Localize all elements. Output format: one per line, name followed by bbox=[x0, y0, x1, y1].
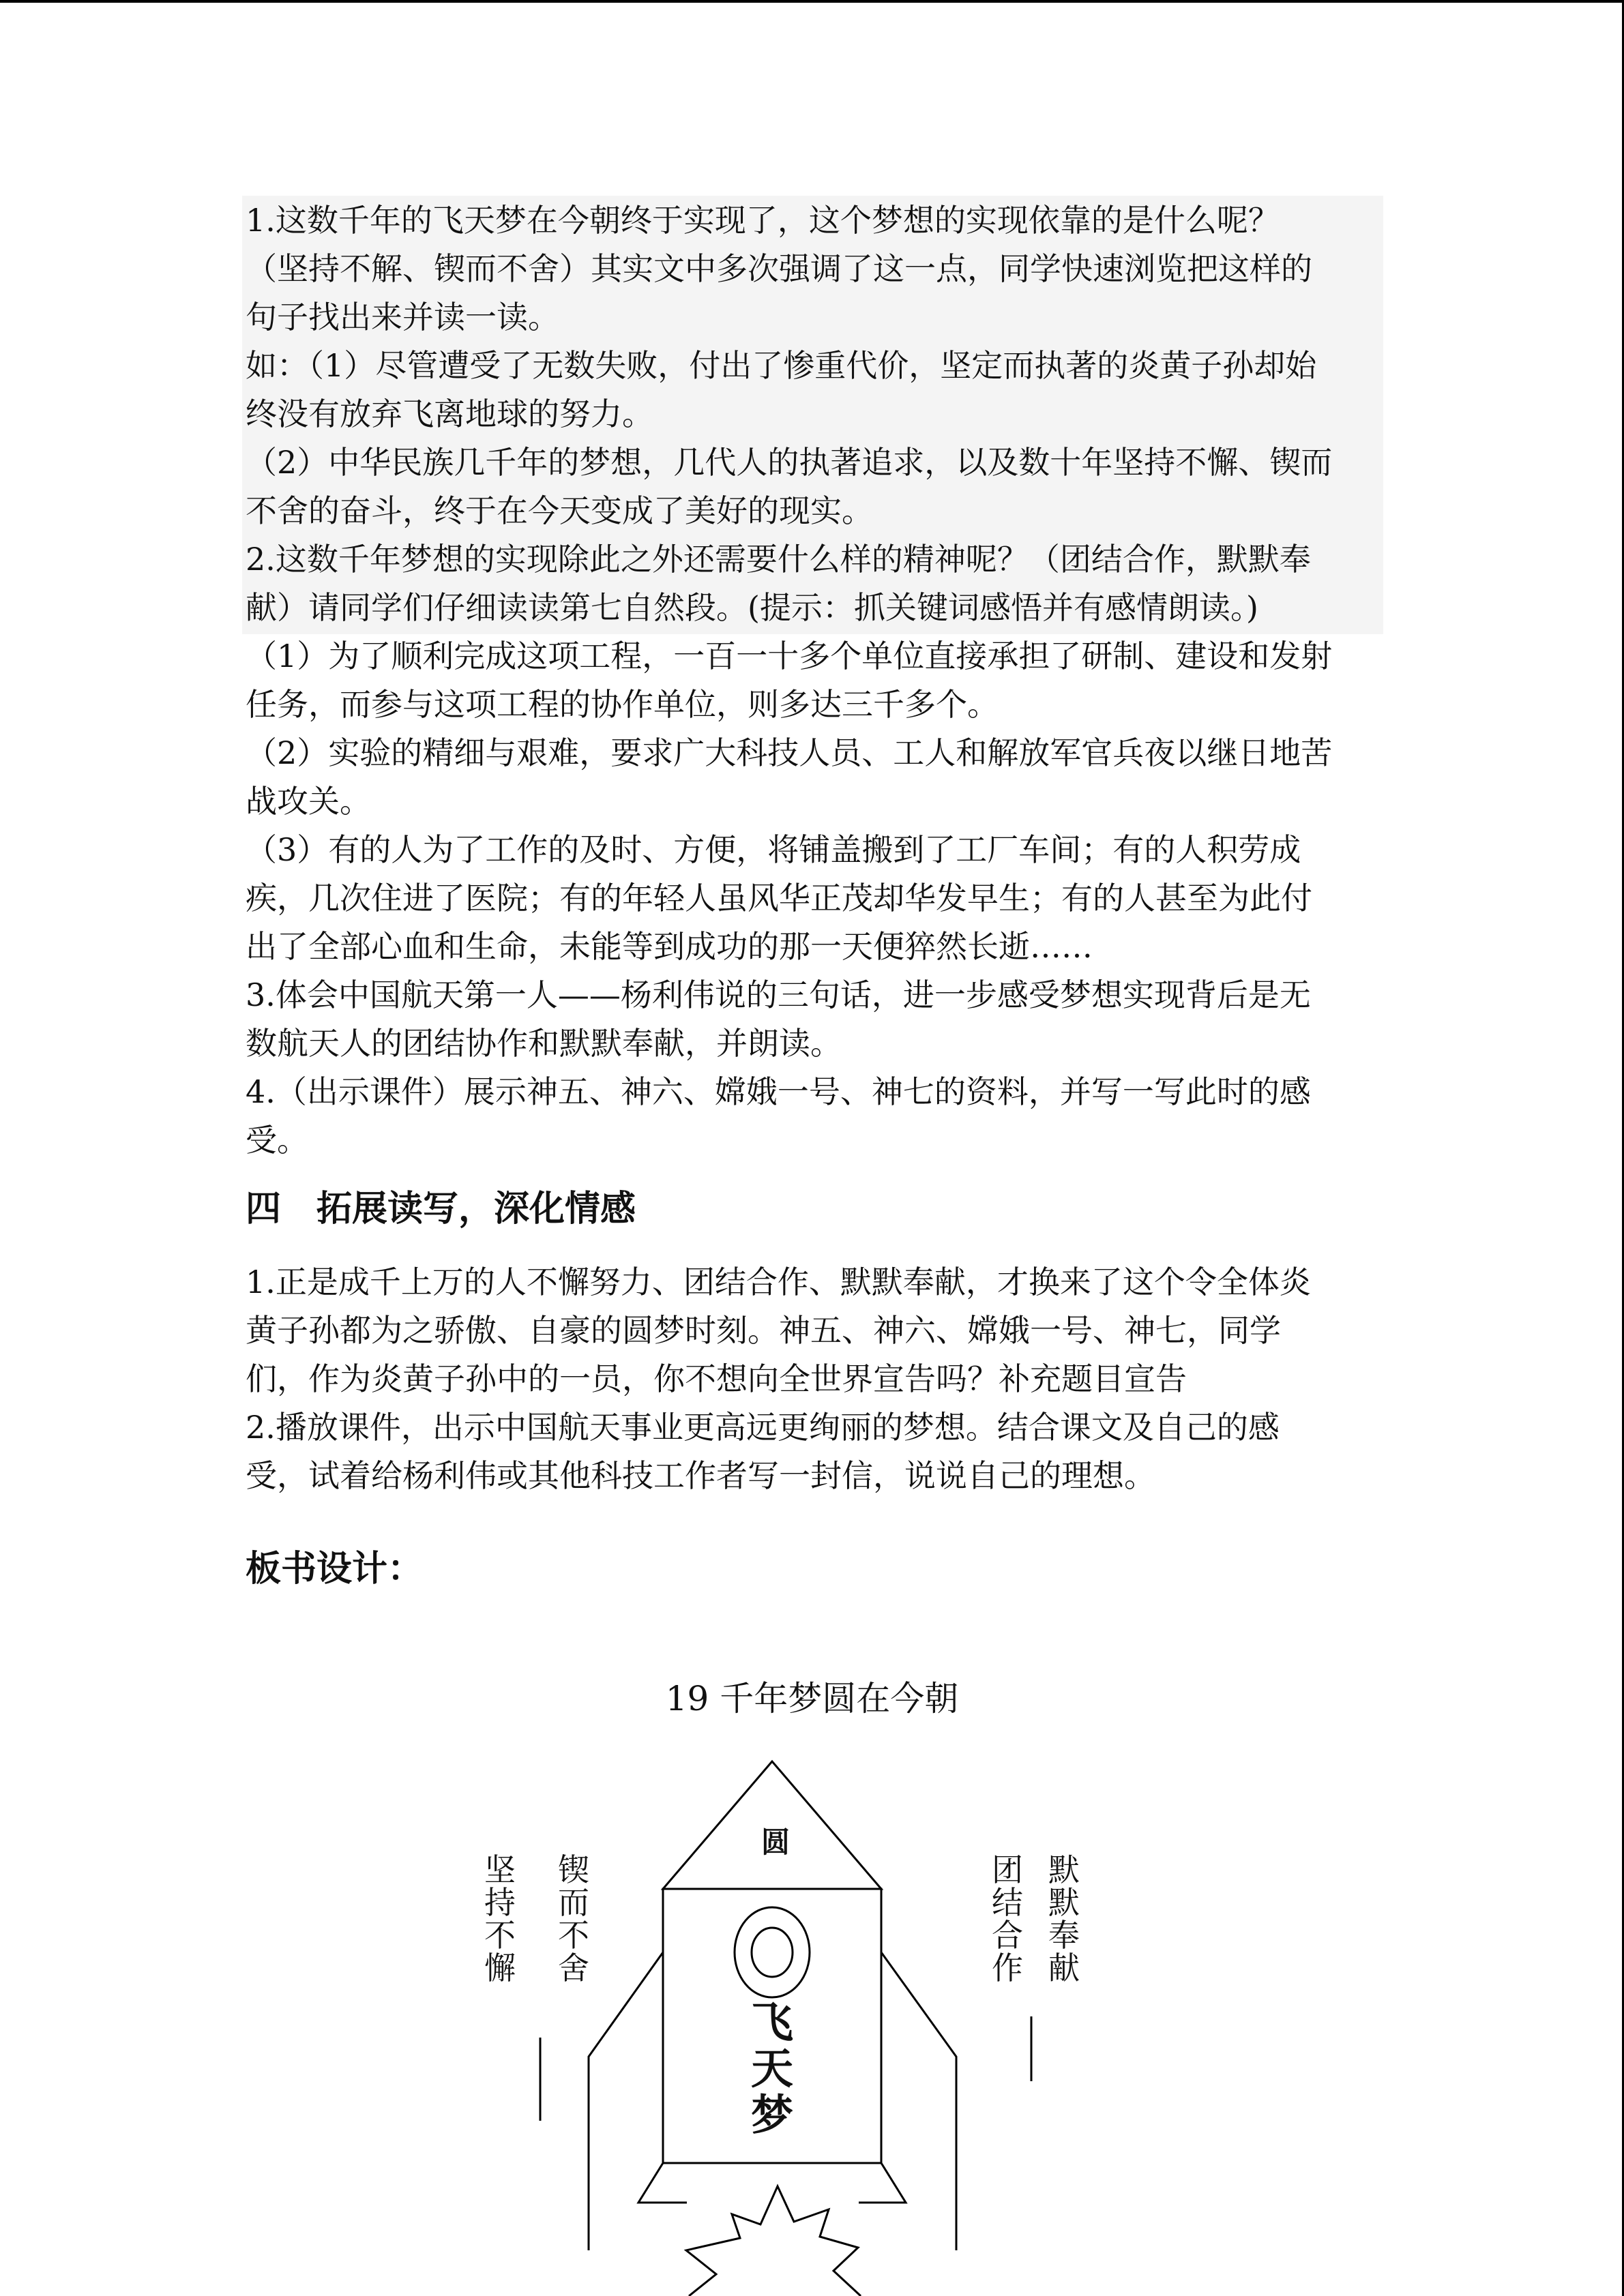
rocket-nose-label: 圆 bbox=[761, 1825, 791, 1859]
text-line: 黄子孙都为之骄傲、自豪的圆梦时刻。神五、神六、嫦娥一号、神七，同学 bbox=[246, 1312, 1281, 1349]
text-line: 2.播放课件，出示中国航天事业更高远更绚丽的梦想。结合课文及自己的感 bbox=[246, 1409, 1280, 1446]
text-line: 出了全部心血和生命，未能等到成功的那一天便猝然长逝…… bbox=[246, 928, 1093, 965]
window-inner bbox=[752, 1928, 793, 1977]
text-line: 疾，几次住进了医院；有的年轻人虽风华正茂却华发早生；有的人甚至为此付 bbox=[246, 880, 1312, 916]
text-line: （坚持不解、锲而不舍）其实文中多次强调了这一点，同学快速浏览把这样的 bbox=[246, 250, 1312, 287]
text-line: 战攻关。 bbox=[246, 783, 371, 820]
right-outer-label: 默默奉献 bbox=[1048, 1851, 1080, 1986]
text-line: 2.这数千年梦想的实现除此之外还需要什么样的精神呢？（团结合作，默默奉 bbox=[246, 541, 1311, 578]
flame-burst bbox=[686, 2186, 861, 2296]
text-line: 4.（出示课件）展示神五、神六、嫦娥一号、神七的资料，并写一写此时的感 bbox=[246, 1073, 1311, 1110]
text-line: 1.这数千年的飞天梦在今朝终于实现了，这个梦想的实现依靠的是什么呢？ bbox=[246, 202, 1280, 239]
text-line: 们，作为炎黄子孙中的一员，你不想向全世界宣告吗？补充题目宣告 bbox=[246, 1360, 1187, 1397]
text-line: 任务，而参与这项工程的协作单位，则多达三千多个。 bbox=[246, 686, 999, 723]
left-outer-clip bbox=[484, 1851, 516, 1990]
text-line: （3）有的人为了工作的及时、方便，将铺盖搬到了工厂车间；有的人积劳成 bbox=[246, 831, 1301, 868]
text-line: 1.正是成千上万的人不懈努力、团结合作、默默奉献，才换来了这个令全体炎 bbox=[246, 1264, 1311, 1300]
text-line: 如：（1）尽管遭受了无数失败，付出了惨重代价，坚定而执著的炎黄子孙却始 bbox=[246, 347, 1317, 384]
text-line: 数航天人的团结协作和默默奉献，并朗读。 bbox=[246, 1025, 842, 1062]
right-nozzle bbox=[859, 2163, 906, 2203]
text-line: 受，试着给杨利伟或其他科技工作者写一封信，说说自己的理想。 bbox=[246, 1457, 1155, 1494]
text-line: 句子找出来并读一读。 bbox=[246, 299, 559, 336]
text-line: 不舍的奋斗，终于在今天变成了美好的现实。 bbox=[246, 492, 873, 529]
text-line: 终没有放弃飞离地球的努力。 bbox=[246, 396, 653, 432]
text-line: 3.体会中国航天第一人——杨利伟说的三句话，进一步感受梦想实现背后是无 bbox=[246, 976, 1311, 1013]
right-fin bbox=[881, 1952, 956, 2250]
window-outer bbox=[735, 1907, 810, 1997]
board-title: 19 千年梦圆在今朝 bbox=[665, 1679, 959, 1718]
rocket-body-label: 飞天梦 bbox=[750, 1997, 793, 2140]
text-line: （2）中华民族几千年的梦想，几代人的执著追求，以及数十年坚持不懈、锲而 bbox=[246, 444, 1333, 481]
section-heading: 四 拓展读写，深化情感 bbox=[246, 1189, 636, 1229]
right-inner-label: 团结合作 bbox=[992, 1851, 1023, 1986]
text-line: （2）实验的精细与艰难，要求广大科技人员、工人和解放军官兵夜以继日地苦 bbox=[246, 734, 1333, 771]
text-line: 受。 bbox=[246, 1122, 308, 1159]
left-outer-label: 坚持不懈 bbox=[484, 1851, 516, 1986]
text-line: 献）请同学们仔细读读第七自然段。(提示：抓关键词感悟并有感情朗读。) bbox=[246, 589, 1258, 626]
right-inner-clip bbox=[992, 1851, 1023, 1990]
left-inner-label: 锲而不舍 bbox=[558, 1851, 589, 1986]
board-label: 板书设计： bbox=[246, 1549, 424, 1590]
left-nozzle bbox=[638, 2163, 687, 2203]
text-line: （1）为了顺利完成这项工程，一百一十多个单位直接承担了研制、建设和发射 bbox=[246, 638, 1333, 674]
left-fin bbox=[589, 1952, 663, 2250]
